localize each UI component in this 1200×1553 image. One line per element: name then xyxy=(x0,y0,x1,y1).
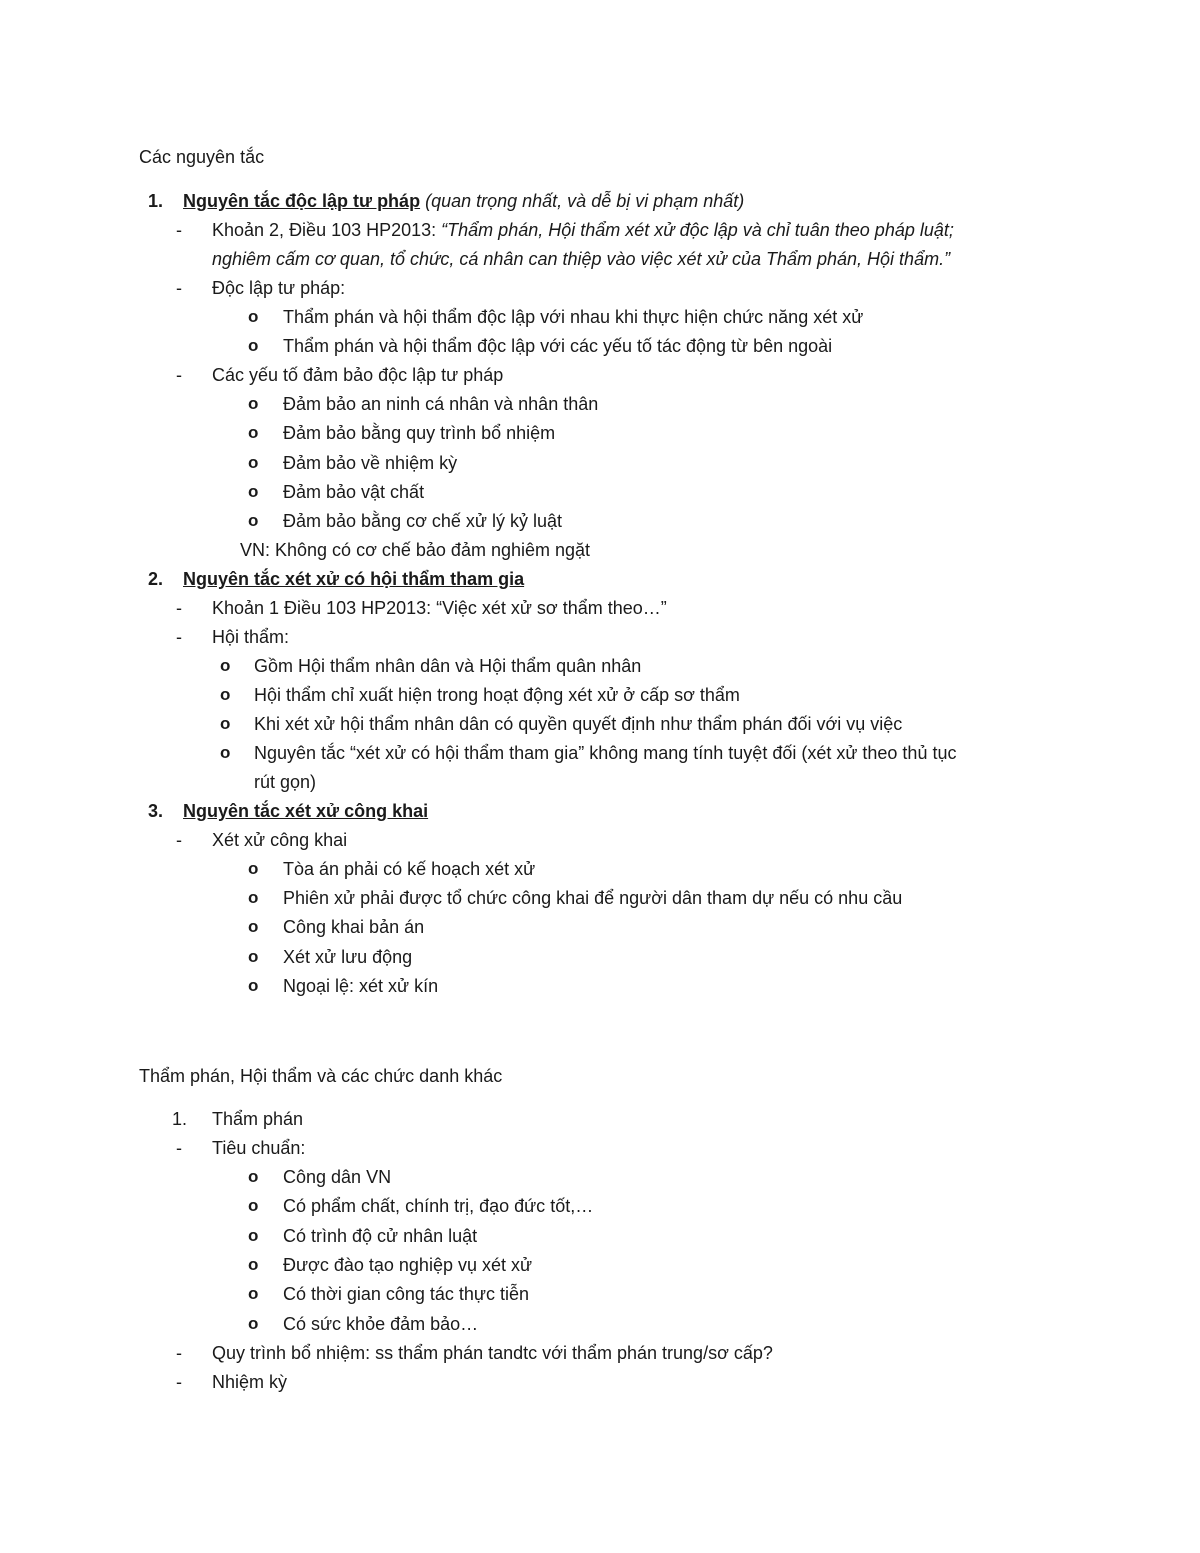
list-item: Độc lập tư pháp: xyxy=(212,278,346,298)
sub-list-item: Đảm bảo bằng quy trình bổ nhiệm xyxy=(283,423,556,443)
sub-list-item: Nguyên tắc “xét xử có hội thẩm tham gia” không mang tính tuyệt đối (xét xử theo thủ tục xyxy=(254,743,957,763)
sub-list-item: Thẩm phán và hội thẩm độc lập với các yếu tố tác động từ bên ngoài xyxy=(283,336,833,356)
circle-bullet: o xyxy=(248,1196,259,1215)
circle-bullet: o xyxy=(248,1284,259,1303)
circle-bullet: o xyxy=(248,888,259,907)
sub-list-item: Phiên xử phải được tổ chức công khai để người dân tham dự nếu có nhu cầu xyxy=(283,888,903,908)
list-number: 3. xyxy=(148,801,164,821)
sub-list-item: Hội thẩm chỉ xuất hiện trong hoạt động xét xử ở cấp sơ thẩm xyxy=(254,685,740,705)
sub-list-item: Đảm bảo an ninh cá nhân và nhân thân xyxy=(283,394,599,414)
dash-bullet: - xyxy=(176,1138,182,1158)
sub-list-item: Tòa án phải có kế hoạch xét xử xyxy=(283,859,536,879)
list-item-title: Thẩm phán xyxy=(212,1109,304,1129)
circle-bullet: o xyxy=(248,947,259,966)
dash-bullet: - xyxy=(176,627,182,647)
dash-bullet: - xyxy=(176,278,182,298)
sub-list-item: Xét xử lưu động xyxy=(283,947,413,967)
list-number: 2. xyxy=(148,569,164,589)
circle-bullet: o xyxy=(248,1167,259,1186)
list-number: 1. xyxy=(172,1109,188,1129)
dash-bullet: - xyxy=(176,220,182,240)
dash-bullet: - xyxy=(176,1343,182,1363)
sub-list-item: Đảm bảo vật chất xyxy=(283,482,425,502)
list-item: Tiêu chuẩn: xyxy=(212,1138,306,1158)
circle-bullet: o xyxy=(248,1255,259,1274)
circle-bullet: o xyxy=(248,423,259,442)
circle-bullet: o xyxy=(248,976,259,995)
circle-bullet: o xyxy=(248,336,259,355)
circle-bullet: o xyxy=(220,685,231,704)
sub-list-item: Được đào tạo nghiệp vụ xét xử xyxy=(283,1255,533,1275)
dash-bullet: - xyxy=(176,598,182,618)
sub-list-item: Ngoại lệ: xét xử kín xyxy=(283,976,439,996)
principle-note: (quan trọng nhất, và dễ bị vi phạm nhất) xyxy=(425,191,745,211)
list-item: Nhiệm kỳ xyxy=(212,1372,288,1392)
list-item: Khoản 2, Điều 103 HP2013: “Thẩm phán, Hội thẩm xét xử độc lập và chỉ tuân theo pháp luật; xyxy=(212,220,954,240)
sub-list-item-continuation: rút gọn) xyxy=(254,772,317,792)
list-item: Quy trình bổ nhiệm: ss thẩm phán tandtc với thẩm phán trung/sơ cấp? xyxy=(212,1343,773,1363)
section-heading: Các nguyên tắc xyxy=(139,147,265,167)
circle-bullet: o xyxy=(248,453,259,472)
sub-list-item: Có sức khỏe đảm bảo… xyxy=(283,1314,479,1334)
list-item-continuation: nghiêm cấm cơ quan, tổ chức, cá nhân can thiệp vào việc xét xử của Thẩm phán, Hội thẩm.” xyxy=(212,249,951,269)
circle-bullet: o xyxy=(220,714,231,733)
circle-bullet: o xyxy=(248,307,259,326)
circle-bullet: o xyxy=(248,394,259,413)
circle-bullet: o xyxy=(248,511,259,530)
principle-title: Nguyên tắc xét xử công khai xyxy=(183,801,429,821)
sub-list-item: Gồm Hội thẩm nhân dân và Hội thẩm quân nhân xyxy=(254,656,642,676)
list-item: Hội thẩm: xyxy=(212,627,290,647)
circle-bullet: o xyxy=(220,743,231,762)
dash-bullet: - xyxy=(176,1372,182,1392)
sub-list-item: Đảm bảo về nhiệm kỳ xyxy=(283,453,458,473)
note-text: VN: Không có cơ chế bảo đảm nghiêm ngặt xyxy=(240,540,591,560)
principle-title: Nguyên tắc xét xử có hội thẩm tham gia xyxy=(183,569,525,589)
circle-bullet: o xyxy=(248,1226,259,1245)
list-item: Khoản 1 Điều 103 HP2013: “Việc xét xử sơ thẩm theo…” xyxy=(212,598,667,618)
sub-list-item: Công khai bản án xyxy=(283,917,425,937)
sub-list-item: Có trình độ cử nhân luật xyxy=(283,1226,478,1246)
circle-bullet: o xyxy=(248,859,259,878)
circle-bullet: o xyxy=(248,917,259,936)
dash-bullet: - xyxy=(176,830,182,850)
section-heading: Thẩm phán, Hội thẩm và các chức danh khác xyxy=(139,1066,503,1086)
list-item: Xét xử công khai xyxy=(212,830,348,850)
sub-list-item: Khi xét xử hội thẩm nhân dân có quyền quyết định như thẩm phán đối với vụ việc xyxy=(254,714,903,734)
list-number: 1. xyxy=(148,191,164,211)
list-item: Các yếu tố đảm bảo độc lập tư pháp xyxy=(212,365,504,385)
sub-list-item: Có phẩm chất, chính trị, đạo đức tốt,… xyxy=(283,1196,594,1216)
circle-bullet: o xyxy=(248,1314,259,1333)
circle-bullet: o xyxy=(248,482,259,501)
sub-list-item: Thẩm phán và hội thẩm độc lập với nhau khi thực hiện chức năng xét xử xyxy=(283,307,864,327)
sub-list-item: Đảm bảo bằng cơ chế xử lý kỷ luật xyxy=(283,511,562,531)
principle-title: Nguyên tắc độc lập tư pháp (quan trọng nhất, và dễ bị vi phạm nhất) xyxy=(183,191,745,211)
dash-bullet: - xyxy=(176,365,182,385)
sub-list-item: Công dân VN xyxy=(283,1167,392,1187)
sub-list-item: Có thời gian công tác thực tiễn xyxy=(283,1284,529,1304)
circle-bullet: o xyxy=(220,656,231,675)
